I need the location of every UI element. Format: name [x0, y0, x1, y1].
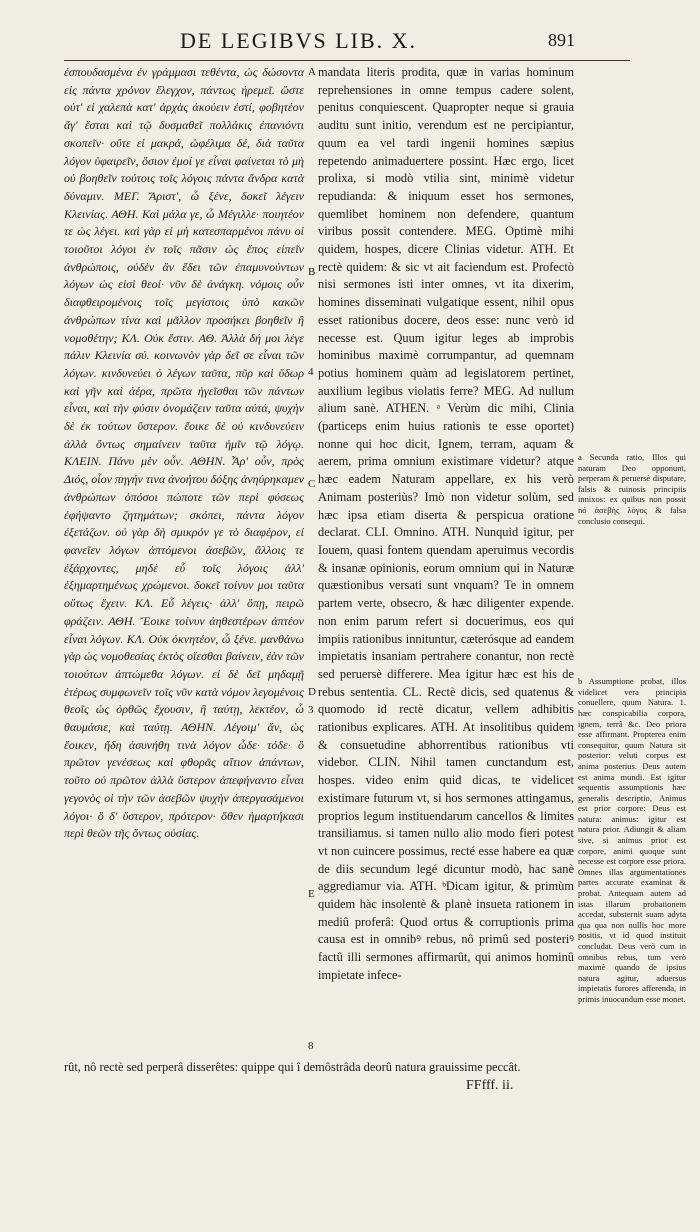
margin-number-3: 3	[308, 704, 314, 716]
greek-text-column	[64, 64, 304, 843]
margin-letter-b: B	[308, 266, 316, 278]
side-notes	[578, 452, 686, 1005]
latin-text: mandata literis prodita, quæ in varias hominum reprehensiones in omne tempus cadere solent, penitus conquiescent. Quapropter neque si grauia auditu sunt initio, verendum est ne percipiantur, quum ea vel tardi ingenii homines sæpius repetendo animaduertere possint. Hæc ergo, licet prolixa, si modò vtilia sint, minimè videtur repudianda: & iniquum esset hos sermones, quemlibet hominem non defendere, quantum viribus possit contendere. MEG. Optimè mihi quidem, hospes, dicere Clinias videtur. ATH. Et rectè quidem: & sic vt ait faciendum est. Profectò nisi sermones isti inter omnes, vt ita dixerim, homines disseminati vulgatique essent, nihil opus esset rationibus docere, deos esse: nunc verò id necesse est. Quum igitur leges ab improbis hominibus maximè corrumpantur, ad quemnam potius hominem quàm ad legislatorem pertinet, auxilium legibus violatis ferre? MEG. Ad nullum alium sanè. ATHEN. ᵃ Verùm dic mihi, Clinia (particeps enim huius rationis te esse oportet) nonne qui hoc dicit, Ignem, terram, aquam & aerem, prima omnium existimare videtur? atque hæc eadem Naturam appellare, ex his verò Animam posteriùs? Imò non videtur solùm, sed hæc ipsa etiam diserta & perspicua oratione declarat. CLI. Omnino. ATH. Nunquid igitur, per Iouem, quasi fontem quendam aperuimus vecordis & insanæ opinionis, eorum omnium qui in Naturæ quæstionibus versati sunt vnquam? Te in omnem partem verte, obsecro, & hæc diligenter expende. non enim parum refert si docuerimus, eos qui impiis rationibus innituntur, cæterósque ad eandem impietatis insaniam pertrahere conantur, non rectè sed peruersè differere. Mea igitur hæc est his de rebus sententia. CL. Rectè dicis, sed quatenus & quomodo id rectè dicatur, vellem adhibitis rationibus explicares. ATH. At insolitibus quidem & consuetudine abhorrentibus rationibus vti videbor. CLIN. Nihil tamen cunctandum est, hospes. video enim quid dicas, te videlicet existimare futurum vt, si hos sermones attingamus, proprios legum instituendarum cancellos & limites transiliamus. si tamen nullo alio modo fieri potest vt non cuincere possimus, recté esse habere ea quæ de diis secundum legé dicuntur modò, hac sanè aggrediamur via. ATH. ᵇDicam igitur, & primùm quidem hàc insolentè & planè insueta rationem in mediû proferâ: Quod ortus & corruptionis prima causa est in omnibꝰ rebus, nô primû sed posteriꝰ factû illi sermones affirmarût, qui animos hominû impietate infece-	[318, 65, 574, 982]
margin-letter-d: D	[308, 686, 316, 698]
running-title: DE LEGIBVS LIB. X.	[180, 28, 418, 53]
margin-letter-e: E	[308, 888, 315, 900]
footer-line: rût, nô rectè sed perperâ disserêtes: quippe qui î demôstrâda deorû natura grauissime peccât.	[64, 1060, 521, 1074]
side-note-a: a Secunda ratio, Illos qui naturam Deo opponunt, perperam & peruersè disputare, falsis & ruinosis principiis innixos: ex quibus non possit nó ἀσεβὴς λόγος & falsa conclusio consequi.	[578, 452, 686, 526]
signature-mark: FFfff. ii.	[466, 1078, 514, 1093]
page-number: 891	[548, 30, 575, 50]
side-note-b: b Assumptione probat, illos videlicet vera principia conuellere, quum Natura. 1. hæc conspicabilia corpora, ignem, terrâ &c. Deo priora esse affirmant. Propterea enim consequitur, quum Natura sit posterior: veluti corpus est anima posterius. Deus autem est anima mundi. Est igitur sequentis assumptionis hæc generalis descriptio, Animus est prior corpore: Deus est natura: animus: igitur est natura prior. Adiungit & aliam sive, si animus prior est corpore, animi quoque sunt necesse est corpore esse priora. Omnes illas argumentationes partes accurate examinat & probat. Antequam autem ad istas illarum probationem accedat, substernit suam adyta qua qua non nullis hoc more positis, vt id quod instituit concludat. Deus verò cum in omnibus rebus, tum verò maximè quando de ipsius natura agitur, aduersus impietatis furores afferenda, in primis inuocandum esse monet.	[578, 676, 686, 1004]
margin-letter-c: C	[308, 478, 316, 490]
greek-text: ἐσπουδασμένα ἐν γράμμασι τεθέντα, ὡς δώσοντα εἰς πάντα χρόνον ἔλεγχον, πάντως ἠρεμεῖ. ὥστε οὐτ' εἰ χαλεπὰ κατ' ἀρχὰς ἀκούειν ἐστί, φοβητέον ἄγ' ἔσται καὶ τῷ δυσμαθεῖ πολλάκις ἐπανιόντι σκοπεῖν· οὔτε εἰ μακρά, ὠφέλιμα δέ, διὰ ταῦτα λόγον ὑφαιρεῖν, ὅσιον ἐμοί γε εἶναι φαίνεται τὸ μὴ οὐ βοηθεῖν τούτοις τοῖς λόγοις πάντα ἄνδρα κατὰ δύναμιν. ΜΕΓ. Ἄριστ', ὦ ξένε, δοκεῖ λέγειν Κλεινίας. ΑΘΗ. Καὶ μάλα γε, ὦ Μέγιλλε· ποιητέον τε ὡς λέγει. καὶ γὰρ εἰ μὴ κατεσπαρμένοι πάνυ οἱ τοιοῦτοι λόγοι ἐν τοῖς πᾶσιν ὡς ἔπος εἰπεῖν ἀνθρώποις, οὐδὲν ἂν ἔδει τῶν ἐπαμυνούντων λόγων ὡς εἰσὶ θεοί· νῦν δὲ ἀνάγκη. νόμοις οὖν διαφθειρομένοις τοῖς μεγίστοις ὑπὸ κακῶν ἀνθρώπων τίνα καὶ μᾶλλον προσήκει βοηθεῖν ἢ νομοθέτην; ΚΛ. Οὐκ ἔστιν. ΑΘ. Ἀλλὰ δή μοι λέγε πάλιν Κλεινία σύ. κοινωνὸν γὰρ δεῖ σε εἶναι τῶν λόγων. κινδυνεύει ὁ λέγων ταῦτα, πῦρ καὶ ὕδωρ καὶ γῆν καὶ ἀέρα, πρῶτα ἡγεῖσθαι τῶν πάντων εἶναι, καὶ τὴν φύσιν ὀνομάζειν ταῦτα αὐτά, ψυχὴν δὲ ἐκ τούτων ὕστερον. ἔοικε δὲ οὐ κινδυνεύειν ἀλλὰ ὄντως σημαίνειν ταῦτα ἡμῖν τῷ λόγῳ. ΚΛΕΙΝ. Πάνυ μὲν οὖν. ΑΘΗΝ. Ἆρ' οὖν, πρὸς Διός, οἷον πηγήν τινα ἀνοήτου δόξης ἀνηύρηκαμεν ἀνθρώπων ὁπόσοι πώποτε τῶν περὶ φύσεως ἐφήψαντο ζητημάτων; σκόπει, πάντα λόγον ἐξετάζων. οὐ γὰρ δὴ σμικρόν γε τὸ διαφέρον, εἰ φανεῖεν λόγων ἁπτόμενοι ἀσεβῶν, ἄλλοις τε ἐξάρχοντες, μηδὲ εὖ τοῖς λόγοις ἀλλ' ἐξημαρτημένως χρώμενοι. δοκεῖ τοίνυν μοι ταῦτα οὕτως ἔχειν. ΚΛ. Εὖ λέγεις· ἀλλ' ὅπῃ, πειρῶ φράζειν. ΑΘΗ. Ἔοικε τοίνυν ἀηθεστέρων ἁπτέον εἶναι λόγων. ΚΛ. Οὐκ ὀκνητέον, ὦ ξένε. μανθάνω γὰρ ὡς νομοθεσίας ἐκτὸς οἴεσθαι βαίνειν, ἐὰν τῶν τοιούτων ἁπτώμεθα λόγων. εἰ δὲ δεῖ μηδαμῇ ἑτέρως συμφωνεῖν τοῖς νῦν κατὰ νόμον λεγομένοις θεοῖς ὡς ὀρθῶς ἔχουσιν, ἢ ταύτῃ, λεκτέον, ὦ θαυμάσιε, καὶ ταύτῃ. ΑΘΗΝ. Λέγοιμ' ἄν, ὡς ἔοικεν, ἤδη ἀσυνήθη τινὰ λόγον ὧδε· τόδε· ὃ πρῶτον γενέσεως καὶ φθορᾶς αἴτιον ἁπάντων, τοῦτο οὐ πρῶτον ἀλλὰ ὕστερον ἀπεφήναντο εἶναι γεγονὸς οἱ τὴν τῶν ἀσεβῶν ψυχὴν ἀπεργασάμενοι λόγοι· ὃ δ' ὕστερον, πρότερον· ὅθεν ἡμαρτήκασι περὶ θεῶν τῆς ὄντως οὐσίας.	[64, 65, 304, 841]
margin-number-8: 8	[308, 1040, 314, 1052]
header-rule	[64, 60, 630, 61]
latin-text-column	[318, 64, 574, 985]
margin-letter-a: A	[308, 66, 316, 78]
margin-number-4: 4	[308, 366, 314, 378]
